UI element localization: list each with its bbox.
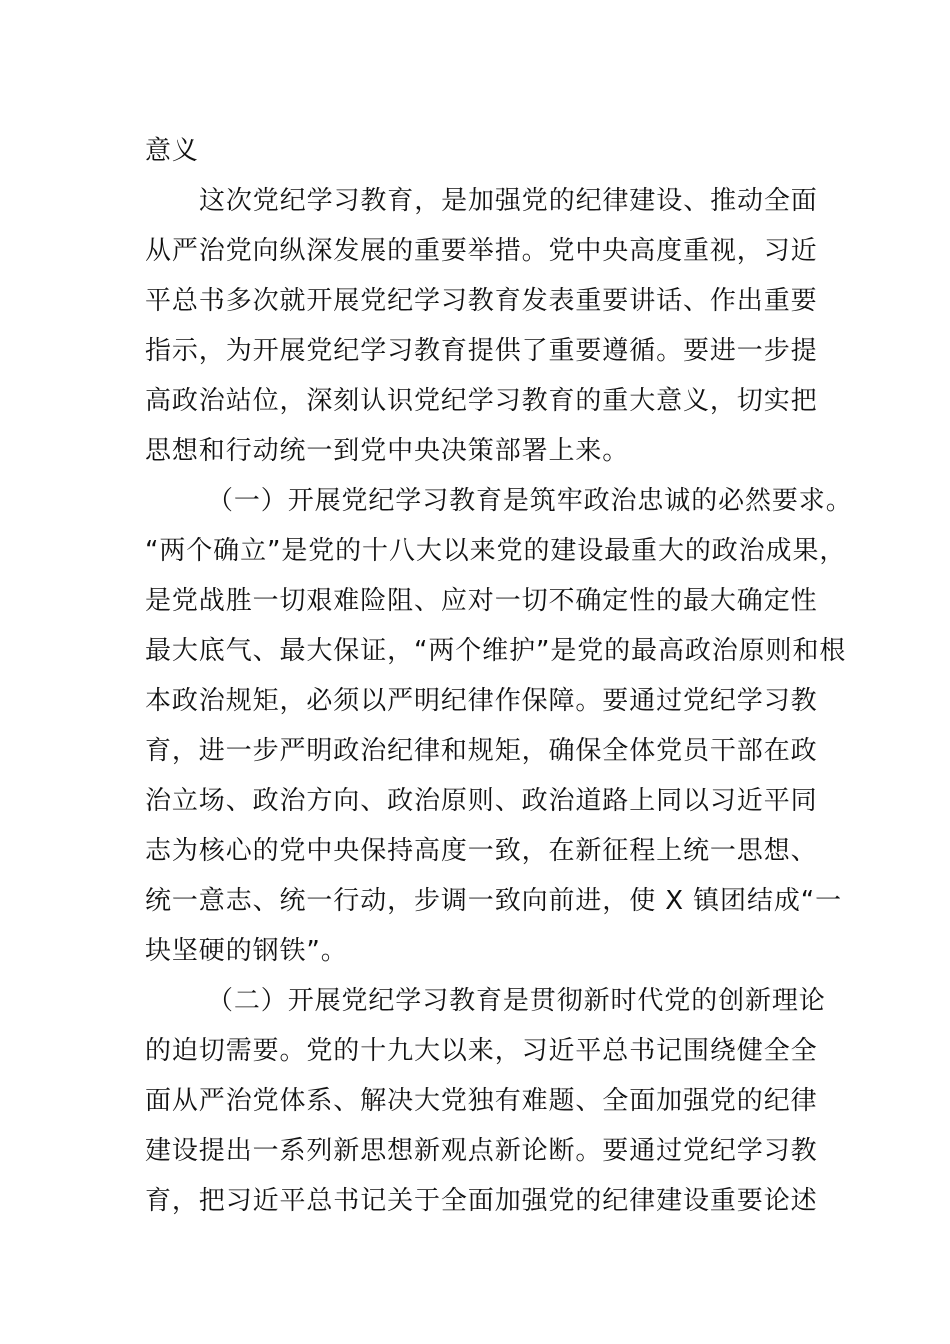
section-one-line-2: “两个确立”是党的十八大以来党的建设最重大的政治成果， (145, 536, 847, 566)
section-one-line-4: 最大底气、最大保证，“两个维护”是党的最高政治原则和根 (145, 636, 847, 666)
document-body (145, 126, 853, 1226)
paragraph-intro-line-2: 从严治党向纵深发展的重要举措。党中央高度重视，习近 (145, 236, 818, 266)
section-two-line-2: 的迫切需要。党的十九大以来，习近平总书记围绕健全全 (145, 1036, 818, 1066)
paragraph-intro-line-5: 高政治站位，深刻认识党纪学习教育的重大意义，切实把 (145, 386, 818, 416)
section-one-line-7: 治立场、政治方向、政治原则、政治道路上同以习近平同 (145, 786, 818, 816)
section-two-line-5: 育，把习近平总书记关于全面加强党的纪律建设重要论述 (145, 1186, 818, 1216)
heading-tail-line: 意义 (145, 136, 199, 166)
section-two-line-4: 建设提出一系列新思想新观点新论断。要通过党纪学习教 (145, 1136, 818, 1166)
paragraph-intro-line-1: 这次党纪学习教育，是加强党的纪律建设、推动全面 (199, 186, 818, 216)
section-one-line-9: 统一意志、统一行动，步调一致向前进，使 X 镇团结成“一 (145, 886, 843, 916)
section-one-line-1: （一）开展党纪学习教育是筑牢政治忠诚的必然要求。 (207, 486, 853, 516)
section-two-line-3: 面从严治党体系、解决大党独有难题、全面加强党的纪律 (145, 1086, 818, 1116)
section-one-line-6: 育，进一步严明政治纪律和规矩，确保全体党员干部在政 (145, 736, 818, 766)
section-one-line-8: 志为核心的党中央保持高度一致，在新征程上统一思想、 (145, 836, 818, 866)
paragraph-intro-line-6: 思想和行动统一到党中央决策部署上来。 (145, 436, 630, 466)
section-one-line-5: 本政治规矩，必须以严明纪律作保障。要通过党纪学习教 (145, 686, 818, 716)
section-two-line-1: （二）开展党纪学习教育是贯彻新时代党的创新理论 (207, 986, 826, 1016)
section-one-line-3: 是党战胜一切艰难险阻、应对一切不确定性的最大确定性 (145, 586, 818, 616)
section-one-line-10: 块坚硬的钢铁”。 (145, 936, 348, 966)
paragraph-intro-line-4: 指示，为开展党纪学习教育提供了重要遵循。要进一步提 (145, 336, 818, 366)
paragraph-intro-line-3: 平总书多次就开展党纪学习教育发表重要讲话、作出重要 (145, 286, 818, 316)
